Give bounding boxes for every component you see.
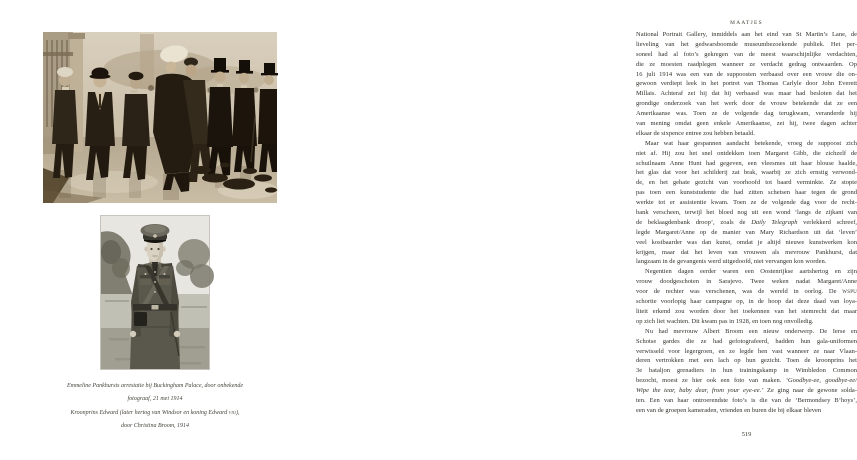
body-line: ten. Een van haar ontroerendste foto’s is die van de ‘Bermondsey B’hoys’, <box>636 396 857 404</box>
running-header: MAATJES <box>730 20 763 26</box>
body-line: bank verscheen, terwijl het bloed nog uit een wond ‘langs de zijkant van <box>636 209 857 217</box>
body-line: niet af. Hij zou het snel ontdekken toen Margaret Gibb, die zichzelf de <box>636 149 857 157</box>
body-line: schortte voorlopig haar campagne op, in de hoop dat deze daad van loya- <box>636 298 857 306</box>
body-line: Millais. Achteraf zei hij dat hij verbaasd was maar had besloten dat het <box>636 90 857 98</box>
body-line: schuilnaam Anne Hunt had gegeven, een vleesmes uit haar blouse haalde, <box>636 159 857 167</box>
body-line: pas toen een kunststudente die had zitten schetsen haar tegen de grond <box>636 189 857 197</box>
body-line: grondige onderzoek van het werk door de vrouw betekende dat ze een <box>636 100 857 108</box>
body-line: een van de groepen kameraden, vrienden en buren die bij elkaar bleven <box>636 406 822 414</box>
body-line: de beklaagdenbank droop’, zoals de Daily Telegraph verlekkerd schreef, <box>636 218 857 226</box>
body-line: de, en het gehate gezicht van voorhoofd tot baard verminkte. Ze stopte <box>636 179 857 187</box>
body-line: liteit erkend zou worden door het toekennen van het stemrecht dat maar <box>636 307 857 315</box>
body-line: gewoon verdiept leek in het portret van Thomas Carlyle door John Everett <box>636 80 857 88</box>
body-line: 16 juli 1914 was een van de suppoosten verbaasd over een vrouw die on- <box>636 70 857 78</box>
prince-edward-portrait-photo <box>100 215 210 370</box>
body-line: vrouw doodgeschoten in Sarajevo. Twee weken nadat Margaret/Anne <box>636 278 857 286</box>
body-line: die ze moesten raadplegen wanneer ze verdacht gedrag ontwaarden. Op <box>636 60 857 68</box>
body-line: verwisseld voor legergroen, en ze legde hen vast wanneer ze naar Vlaan- <box>636 347 857 355</box>
body-line: National Portrait Gallery, inmiddels aan het eind van St Martin’s Lane, de <box>636 31 857 38</box>
body-line: op zich liet wachten. Dit kwam pas in 1928, en toen nog onvolledig. <box>636 317 814 325</box>
body-line: Wipe the tear, baby dear, from your eye-ee.’ Ze ging naar de gewone solda- <box>636 387 857 395</box>
right-page <box>300 0 857 460</box>
body-line: Schotse gardes die ze had gefotografeerd, hadden hun gala-uniformen <box>636 337 857 345</box>
body-line: werkte tot er assistentie kwam. Toen ze de volgende dag voor de recht- <box>636 199 857 207</box>
caption-line: fotograaf, 21 mei 1914 <box>127 396 183 403</box>
body-line: langzaam in de gevangenis werd uitgedoofd, niet vervangen kon worden. <box>636 258 827 266</box>
caption-line: door Christina Broom, 1914 <box>120 423 190 430</box>
portrait-photo-illustration <box>101 216 209 369</box>
body-line: Negentien dagen eerder waren een Oostenrijkse aartshertog en zijn <box>645 268 857 276</box>
page-number: 519 <box>741 431 752 438</box>
body-line: Nu had mevrouw Albert Broom een nieuw onderwerp. De Ierse en <box>645 327 857 335</box>
left-page <box>0 0 300 460</box>
body-line: 3e bataljon grenadiers in hun trainingskamp in Wimbledon Common <box>636 367 857 375</box>
body-line: voor de rechter was verschenen, was de wereld in oorlog. De wspu <box>636 288 857 296</box>
body-line: bezocht, moest ze hier ook een foto van maken. ‘Goodbye-ee, goodbye-ee/ <box>636 377 857 385</box>
body-line: van mening omdat geen enkele Amerikaanse, zei hij, twee dagen achter <box>636 120 857 128</box>
arrest-photo-illustration <box>43 32 277 203</box>
body-line: Amerikaanse was. Toen ze de volgende dag terugkwam, veranderde hij <box>636 110 857 118</box>
caption-line: Kroonprins Edward (later hertog van Windsor en koning Edward viii), <box>70 409 240 416</box>
body-line: het glas dat voor het schilderij zat brak, waarbij ze zich ernstig verwond- <box>636 169 857 177</box>
body-text <box>636 30 857 416</box>
body-line: krijgen, maar dat het leven van vrouwen als mevrouw Pankhurst, dat <box>636 248 857 256</box>
body-line: legde Margaret/Anne op de manier van Mary Richardson uit dat ‘leven’ <box>636 228 857 236</box>
body-line: veel kostbaarder was dan kunst, omdat je altijd nieuwe kunstwerken kon <box>636 238 857 246</box>
body-line: elkaar de sixpence entree zou hebben betaald. <box>636 129 755 137</box>
body-line: soneel had al foto’s gekregen van de meest waarschijnlijke verdachten, <box>636 50 857 58</box>
body-line: deren vertrokken met een lach op hun gezicht. Toen de kroonprins het <box>636 357 857 365</box>
pankhurst-arrest-photo <box>43 32 277 203</box>
body-line: lieveling van het gedwarsboomde museumbezoekende publiek. Het per- <box>636 40 857 48</box>
caption-line: Emmeline Pankhursts arrestatie bij Buckingham Palace, door onbekende <box>66 383 244 389</box>
photo-captions <box>25 380 285 434</box>
body-line: Maar wat haar gespannen aandacht betekende, vroeg de suppoost zich <box>645 139 857 147</box>
